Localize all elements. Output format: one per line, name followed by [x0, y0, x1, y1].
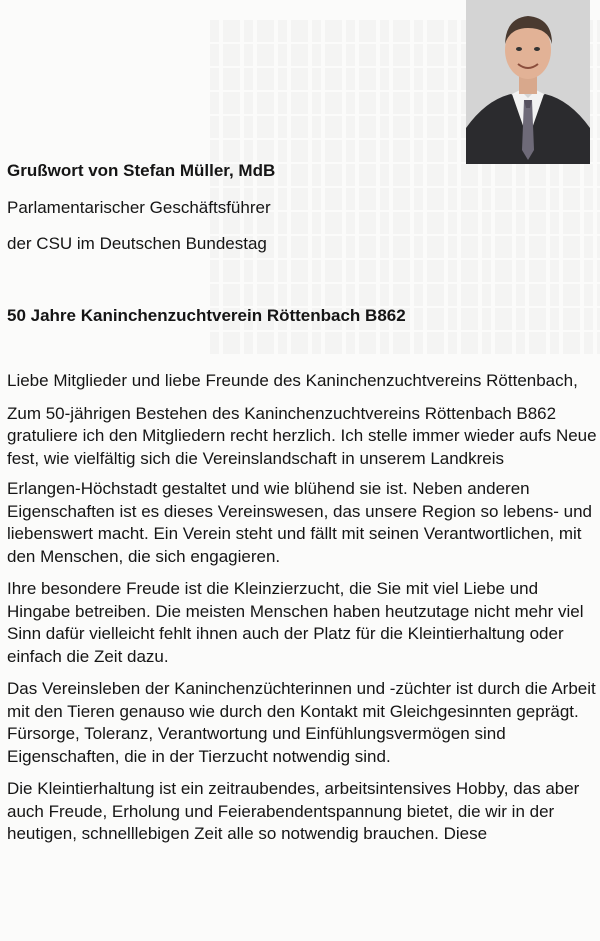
- body-paragraph: Die Kleintierhaltung ist ein zeitraubendes, arbeitsintensives Hobby, das aber auch Freude, Erholung und Feierabendentspannung bietet, die wir in der heutigen, schnelllebigen Zeit alle so notwendig brauchen. Diese: [7, 779, 580, 843]
- body-paragraph: Ihre besondere Freude ist die Kleinzierzucht, die Sie mit viel Liebe und Hingabe betreiben. Die meisten Menschen haben heutzutage nicht mehr viel Sinn dafür vielleicht fehlt ihnen auch der Platz für die Kleintierhaltung oder einfach die Zeit dazu.: [7, 579, 584, 666]
- salutation-paragraph: Liebe Mitglieder und liebe Freunde des Kaninchenzuchtvereins Röttenbach,: [7, 371, 578, 390]
- body-paragraph: Das Vereinsleben der Kaninchenzüchterinnen und -züchter ist durch die Arbeit mit den Tieren genauso wie durch den Kontakt mit Gleichgesinnten geprägt. Fürsorge, Toleranz, Verantwortung und Einfühlungsvermögen sind Eigenschaften, die in der Tierzucht notwendig sind.: [7, 679, 596, 766]
- person-portrait-icon: [466, 0, 590, 164]
- greeting-title: Grußwort von Stefan Müller, MdB: [7, 161, 276, 180]
- portrait-photo: [466, 0, 590, 164]
- letter-body: [7, 370, 597, 856]
- role-line: Parlamentarischer Geschäftsführer: [7, 198, 271, 217]
- event-title: 50 Jahre Kaninchenzuchtverein Röttenbach B862: [7, 306, 406, 325]
- organization-line: der CSU im Deutschen Bundestag: [7, 234, 267, 253]
- body-paragraph: Erlangen-Höchstadt gestaltet und wie blühend sie ist. Neben anderen Eigenschaften ist es dieses Vereinswesen, das unsere Region so lebens- und liebenswert macht. Ein Verein steht und fällt mit seinen Verantwortlichen, mit den Menschen, die sich engagieren.: [7, 479, 592, 566]
- body-paragraph: Zum 50-jährigen Bestehen des Kaninchenzuchtvereins Röttenbach B862 gratuliere ich den Mitgliedern recht herzlich. Ich stelle immer wieder aufs Neue fest, wie vielfältig sich die Vereinslandschaft in unserem Landkreis: [7, 403, 597, 468]
